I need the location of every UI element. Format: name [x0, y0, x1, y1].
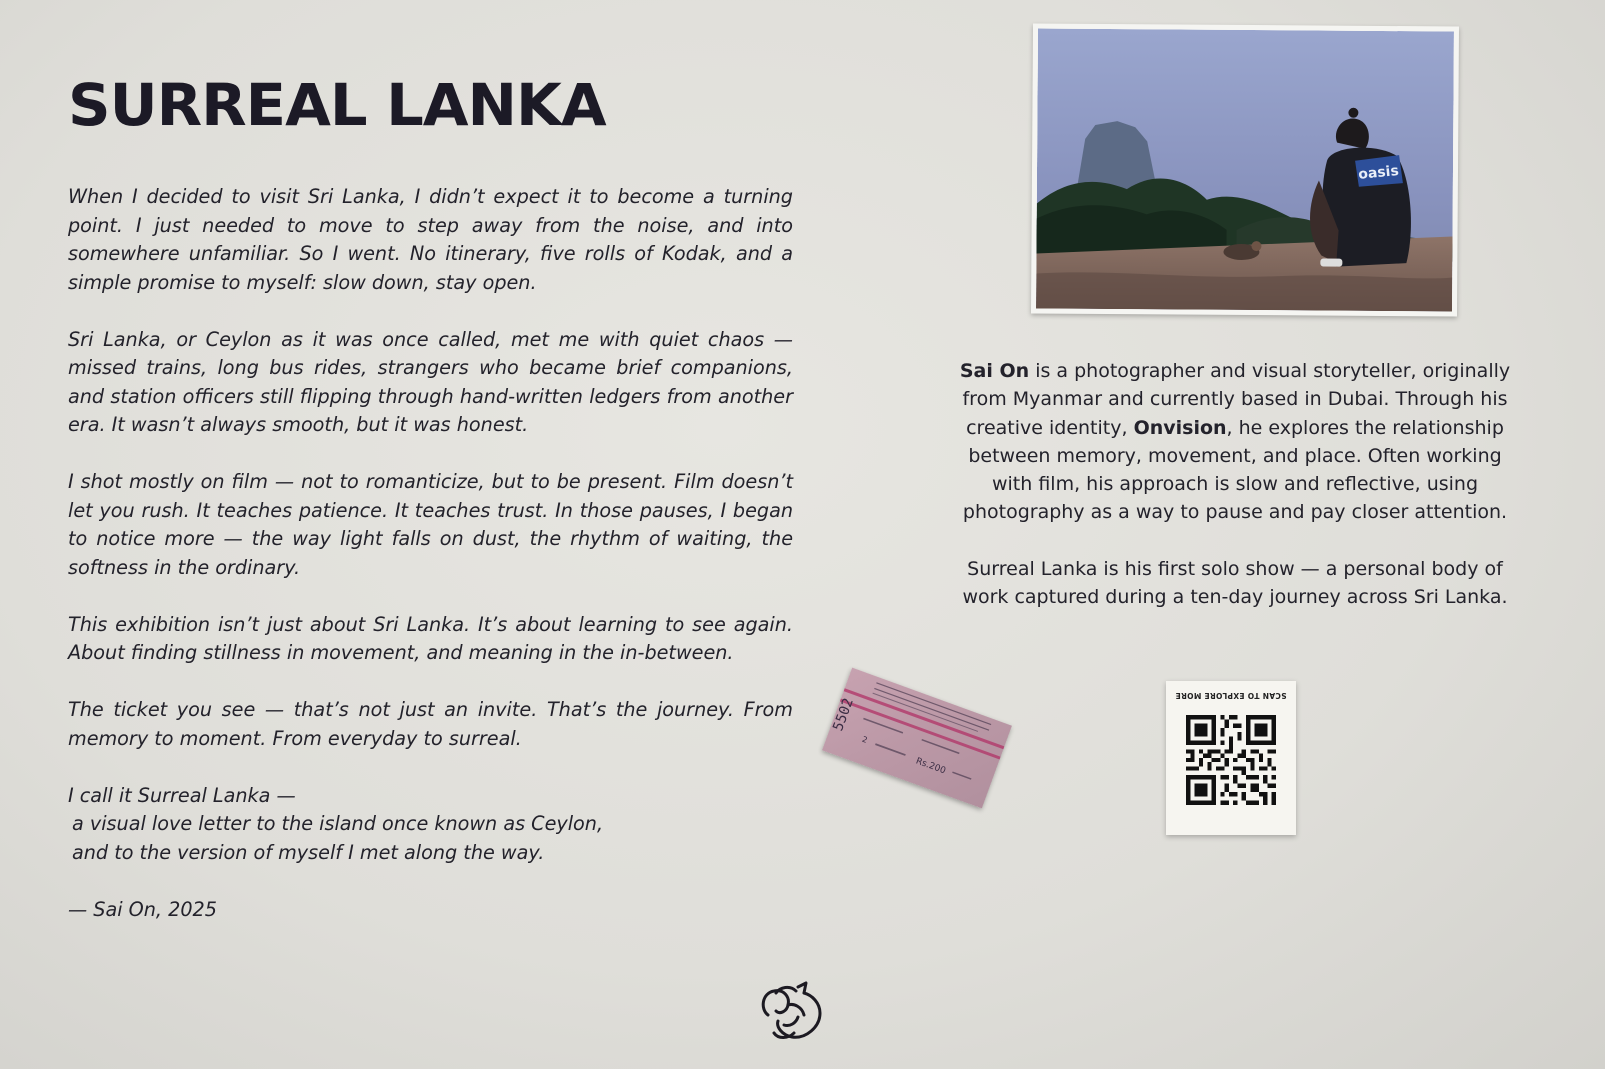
- bio-text-part1: is a photographer and visual storyteller, originally from Myanmar and currently based in Dubai. Through his creative identity,: [962, 360, 1511, 439]
- exhibition-photo: [1031, 24, 1459, 317]
- ticket-illustration: [822, 668, 1012, 809]
- ticket-class: 2: [860, 734, 869, 745]
- statement-signature: — Sai On, 2025: [68, 897, 217, 921]
- statement-paragraph-5: The ticket you see — that’s not just an invite. That’s the journey. From memory to moment. From everyday to surreal.: [68, 698, 793, 750]
- ticket-number: 5502: [830, 696, 857, 734]
- statement-paragraph-1: When I decided to visit Sri Lanka, I didn’t expect it to become a turning point. I just needed to move to step away from the noise, and into somewhere unfamiliar. So I went. No itinerary, five rolls of Kodak, and a simple promise to myself: slow down, stay open.: [68, 185, 793, 294]
- artist-name: Sai On: [959, 360, 1030, 382]
- bio-text-part2: , he explores the relationship between memory, movement, and place. Often working with film, his approach is slow and reflective, using photography as a way to pause and pay closer attention.: [962, 416, 1508, 524]
- statement-paragraph-4: This exhibition isn’t just about Sri Lanka. It’s about learning to see again. About finding stillness in movement, and meaning in the in-between.: [68, 612, 793, 664]
- closing-line-3: and to the version of myself I met along the way.: [72, 840, 545, 864]
- statement-paragraph-2: Sri Lanka, or Ceylon as it was once called, met me with quiet chaos — missed trains, long bus rides, strangers who became brief companions, and station officers still flipping through hand-written ledgers from another era. It wasn’t always smooth, but it was honest.: [68, 327, 793, 436]
- closing-line-1: I call it Surreal Lanka —: [68, 783, 296, 807]
- closing-line-2: a visual love letter to the island once known as Ceylon,: [72, 812, 604, 835]
- shirt-logo-text: oasis: [1357, 163, 1400, 183]
- train-ticket: [822, 668, 1012, 809]
- bio-paragraph-2: Surreal Lanka is his first solo show — a personal body of work captured during a ten-day journey across Sri Lanka.: [962, 557, 1508, 609]
- statement-paragraph-3: I shot mostly on film — not to romanticize, but to be present. Film doesn’t let you rush. It teaches patience. It teaches trust. In those pauses, I began to notice more — the way light falls on dust, the rhythm of waiting, the softness in the ordinary.: [68, 470, 793, 579]
- statement-closing: [68, 782, 793, 868]
- photo-illustration: [1036, 29, 1454, 312]
- qr-caption: SCAN TO EXPLORE MORE: [1175, 691, 1287, 700]
- onvision-logo-icon: [754, 981, 830, 1045]
- bio-paragraph-1: [955, 357, 1515, 527]
- qr-code-icon[interactable]: [1186, 715, 1276, 805]
- qr-card[interactable]: [1166, 681, 1296, 835]
- exhibition-title: SURREAL LANKA: [68, 71, 606, 139]
- brand-name: Onvision: [1133, 416, 1227, 439]
- ticket-price: Rs.200: [914, 756, 947, 777]
- artist-statement: [68, 183, 793, 953]
- sigiriya-photo: [1036, 29, 1454, 312]
- artist-bio: [955, 357, 1515, 639]
